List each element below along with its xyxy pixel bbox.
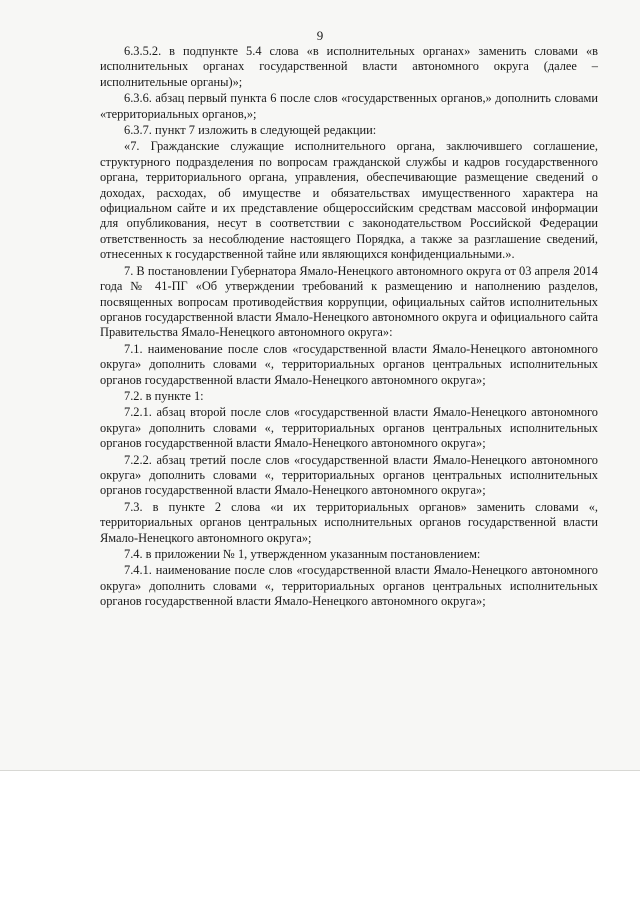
paragraph-7: 7. В постановлении Губернатора Ямало-Ненецкого автономного округа от 03 апреля 2014 года № 41-ПГ «Об утверждении требований к размещению и наполнению разделов, посвященных вопросам противодействия коррупции, официальных сайтов исполнительных органов государственной власти Ямало-Ненецкого автономного округа и официального сайта Правительства Ямало-Ненецкого автономного округа»: — [100, 263, 598, 340]
document-body — [100, 44, 598, 610]
paragraph-6-3-7: 6.3.7. пункт 7 изложить в следующей редакции: — [124, 123, 377, 138]
paragraph-6-3-5-2: 6.3.5.2. в подпункте 5.4 слова «в исполнительных органах» заменить словами «в исполнительных органах государственной власти автономного округа (далее – исполнительные органы)»; — [100, 44, 598, 89]
paragraph-7-1: 7.1. наименование после слов «государственной власти Ямало-Ненецкого автономного округа» дополнить словами «, территориальных органов центральных исполнительных органов государственной власти Ямало-Ненецкого автономного округа»; — [100, 341, 598, 387]
paragraph-7-2-2: 7.2.2. абзац третий после слов «государственной власти Ямало-Ненецкого автономного округа» дополнить словами «, территориальных органов центральных исполнительных органов государственной власти Ямало-Ненецкого автономного округа»; — [100, 452, 598, 498]
paragraph-quote-7: «7. Гражданские служащие исполнительного органа, заключившего соглашение, структурного подразделения по вопросам гражданской службы и кадров государственного органа, территориального органа, управления, обеспечивающие размещение сведений о доходах, расходах, об имуществе и обязательствах имущественного характера на официальном сайте и их представление общероссийским средствам массовой информации для опубликования, несут в соответствии с законодательством Российской Федерации ответственность за несоблюдение настоящего Порядка, а также за разглашение сведений, отнесенных к государственной тайне или являющихся конфиденциальными.». — [100, 139, 598, 262]
paragraph-7-2-1: 7.2.1. абзац второй после слов «государственной власти Ямало-Ненецкого автономного округа» дополнить словами «, территориальных органов центральных исполнительных органов государственной власти Ямало-Ненецкого автономного округа»; — [100, 405, 598, 451]
paragraph-7-4-1: 7.4.1. наименование после слов «государственной власти Ямало-Ненецкого автономного округа» дополнить словами «, территориальных органов центральных исполнительных органов государственной власти Ямало-Ненецкого автономного округа»; — [100, 563, 598, 609]
paragraph-7-2: 7.2. в пункте 1: — [124, 388, 204, 403]
paragraph-6-3-6: 6.3.6. абзац первый пункта 6 после слов «государственных органов,» дополнить словами «территориальных органов,»; — [100, 91, 598, 121]
paragraph-7-4: 7.4. в приложении № 1, утвержденном указанным постановлением: — [124, 547, 481, 561]
page-number: 9 — [316, 28, 324, 43]
paragraph-7-3: 7.3. в пункте 2 слова «и их территориальных органов» заменить словами «, территориальных органов центральных исполнительных органов государственной власти Ямало-Ненецкого автономного округа»; — [100, 499, 598, 545]
